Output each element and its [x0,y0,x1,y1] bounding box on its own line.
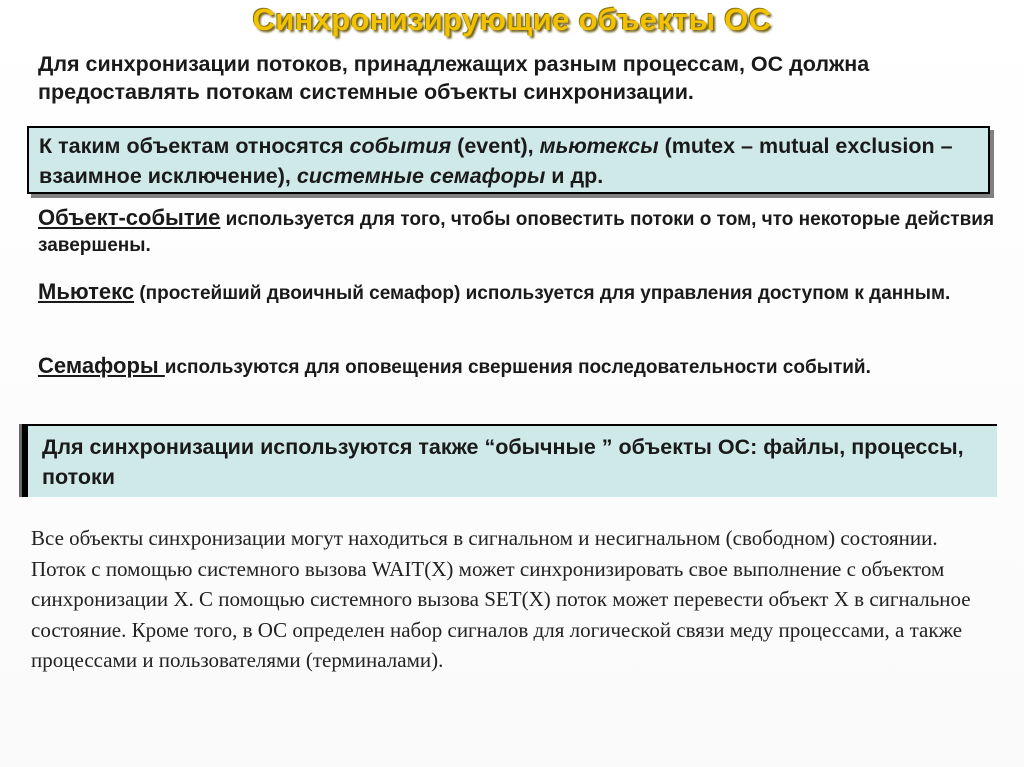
mutexes-term: мьютексы [539,134,659,158]
objects-text-1: К таким объектам относятся [39,134,350,158]
objects-text-2: (event), [451,134,540,158]
objects-box [27,126,990,194]
mutex-item [38,279,998,307]
semaphores-term: системные семафоры [296,164,546,188]
event-object-term: Объект-событие [38,205,221,230]
event-object-desc: используется для того, чтобы оповестить потоки о том, что некоторые действия завершены. [38,209,995,256]
objects-text-3: (mutex – mutual exclusion – взаимное исключение), [39,134,953,188]
semaphore-desc: используются для оповещения свершения последовательности событий. [164,357,871,378]
objects-text-4: и др. [545,164,604,188]
mutex-term: Мьютекс [38,279,135,304]
signal-states-paragraph: Все объекты синхронизации могут находиться в сигнальном и несигнальном (свободном) состоянии. Поток с помощью системного вызова WAIT(X) может синхронизировать свое выполнение с объектом синхронизации X. С помощью системного вызова SET(X) поток может перевести объект X в сигнальное состояние. Кроме того, в ОС определен набор сигналов для логической связи меду процессами, а также процессами и пользователями (терминалами). [31,526,971,672]
event-object-item [38,205,998,259]
semaphore-item [38,353,998,381]
intro-text: Для синхронизации потоков, принадлежащих разным процессам, ОС должна предоставлять потокам системные объекты синхронизации. [38,52,870,104]
slide-title: Синхронизирующие объекты ОС [252,2,772,37]
mutex-desc: (простейший двоичный семафор) используется для управления доступом к данным. [134,283,951,304]
ordinary-objects-box: Для синхронизации используются также “обычные ” объекты ОС: файлы, процессы, потоки [22,424,997,497]
semaphore-term: Семафоры [38,353,165,378]
events-term: события [349,134,452,158]
